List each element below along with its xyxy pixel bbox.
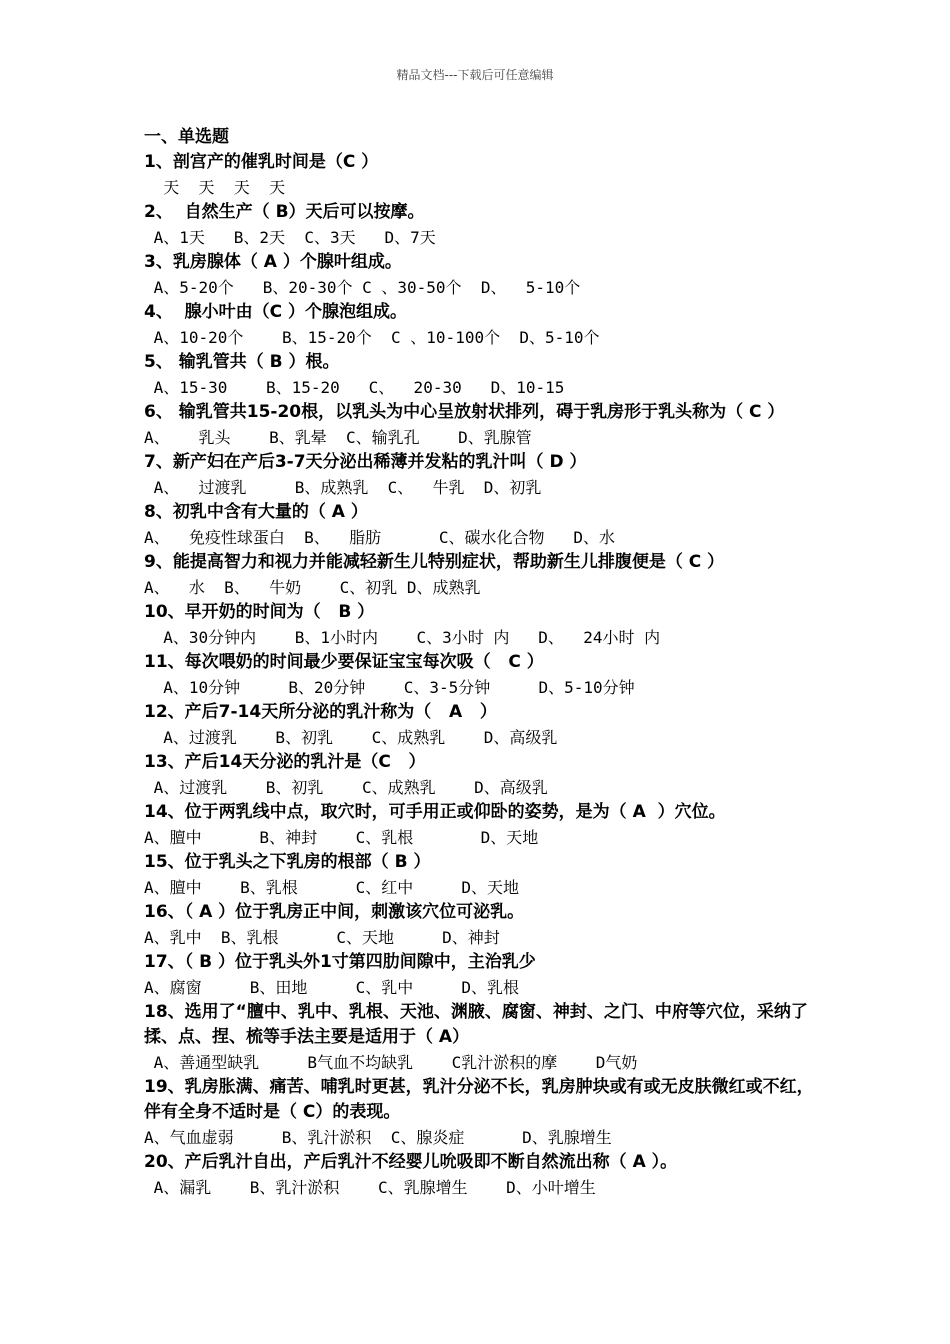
question-options: A、 乳头 B、乳晕 C、输乳孔 D、乳腺管 xyxy=(144,428,532,447)
question-options: A、腐窗 B、田地 C、乳中 D、乳根 xyxy=(144,978,520,997)
question-options: A、1天 B、2天 C、3天 D、7天 xyxy=(144,228,436,247)
question-text: 7、新产妇在产后3-7天分泌出稀薄并发粘的乳汁叫（ D ） xyxy=(144,452,587,472)
question-text: 1、剖宫产的催乳时间是（C ） xyxy=(144,152,379,172)
question-options: 天 天 天 天 xyxy=(144,178,286,197)
question-options: A、过渡乳 B、初乳 C、成熟乳 D、高级乳 xyxy=(144,778,548,797)
question-text: 12、产后7-14天所分泌的乳汁称为（ A ） xyxy=(144,702,497,722)
section-title: 一、单选题 xyxy=(144,127,229,147)
question-text: 18、选用了“膻中、乳中、乳根、天池、渊腋、腐窗、神封、之门、中府等穴位，采纳了揉、点、捏、梳等手法主要是适用于（ A） xyxy=(144,1002,808,1047)
question-text: 5、 输乳管共（ B ）根。 xyxy=(144,352,340,372)
question-11 xyxy=(144,650,824,700)
question-3 xyxy=(144,250,824,300)
question-8 xyxy=(144,500,824,550)
question-text: 3、乳房腺体（ A ）个腺叶组成。 xyxy=(144,252,402,272)
question-options: A、膻中 B、神封 C、乳根 D、天地 xyxy=(144,828,539,847)
question-text: 17、（ B ）位于乳头外1寸第四肋间隙中，主治乳少 xyxy=(144,952,536,972)
question-text: 16、（ A ）位于乳房正中间，刺激该穴位可泌乳。 xyxy=(144,902,525,922)
question-list xyxy=(144,125,824,1200)
question-options: A、30分钟内 B、1小时内 C、3小时 内 D、 24小时 内 xyxy=(144,628,661,647)
question-options: A、10分钟 B、20分钟 C、3-5分钟 D、5-10分钟 xyxy=(144,678,635,697)
question-6 xyxy=(144,400,824,450)
question-7 xyxy=(144,450,824,500)
question-options: A、 过渡乳 B、成熟乳 C、 牛乳 D、初乳 xyxy=(144,478,542,497)
page-header: 精品文档---下载后可任意编辑 xyxy=(396,68,554,82)
question-18 xyxy=(144,1000,824,1075)
question-options: A、10-20个 B、15-20个 C 、10-100个 D、5-10个 xyxy=(144,328,600,347)
question-options: A、膻中 B、乳根 C、红中 D、天地 xyxy=(144,878,520,897)
question-text: 4、 腺小叶由（C ）个腺泡组成。 xyxy=(144,302,408,322)
question-text: 8、初乳中含有大量的（ A ） xyxy=(144,502,368,522)
question-options: A、 水 B、 牛奶 C、初乳 D、成熟乳 xyxy=(144,578,481,597)
question-text: 2、 自然生产（ B）天后可以按摩。 xyxy=(144,202,425,222)
question-options: A、过渡乳 B、初乳 C、成熟乳 D、高级乳 xyxy=(144,728,558,747)
question-15 xyxy=(144,850,824,900)
question-options: A、 免疫性球蛋白 B、 脂肪 C、碳水化合物 D、水 xyxy=(144,528,616,547)
question-text: 11、每次喂奶的时间最少要保证宝宝每次吸（ C ） xyxy=(144,652,544,672)
question-text: 13、产后14天分泌的乳汁是（C ） xyxy=(144,752,426,772)
question-options: A、15-30 B、15-20 C、 20-30 D、10-15 xyxy=(144,378,565,397)
question-text: 9、能提高智力和视力并能减轻新生儿特别症状，帮助新生儿排腹便是（ C ） xyxy=(144,552,725,572)
question-text: 14、位于两乳线中点，取穴时，可手用正或仰卧的姿势，是为（ A ）穴位。 xyxy=(144,802,726,822)
question-text: 6、 输乳管共15-20根，以乳头为中心呈放射状排列，碍于乳房形于乳头称为（ C ） xyxy=(144,402,785,422)
question-text: 20、产后乳汁自出，产后乳汁不经婴儿吮吸即不断自然流出称（ A ）。 xyxy=(144,1152,678,1172)
question-options: A、5-20个 B、20-30个 C 、30-50个 D、 5-10个 xyxy=(144,278,581,297)
question-12 xyxy=(144,700,824,750)
question-19 xyxy=(144,1075,824,1150)
question-options: A、乳中 B、乳根 C、天地 D、神封 xyxy=(144,928,500,947)
question-16 xyxy=(144,900,824,950)
question-10 xyxy=(144,600,824,650)
question-options: A、漏乳 B、乳汁淤积 C、乳腺增生 D、小叶增生 xyxy=(144,1178,596,1197)
question-2 xyxy=(144,200,824,250)
question-text: 19、乳房胀满、痛苦、哺乳时更甚，乳汁分泌不长，乳房肿块或有或无皮肤微红或不红，伴有全身不适时是（ C）的表现。 xyxy=(144,1077,814,1122)
question-13 xyxy=(144,750,824,800)
question-20 xyxy=(144,1150,824,1200)
question-17 xyxy=(144,950,824,1000)
question-1 xyxy=(144,150,824,200)
question-5 xyxy=(144,350,824,400)
question-options: A、气血虚弱 B、乳汁淤积 C、腺炎症 D、乳腺增生 xyxy=(144,1128,612,1147)
question-4 xyxy=(144,300,824,350)
question-text: 15、位于乳头之下乳房的根部（ B ） xyxy=(144,852,431,872)
question-options: A、善通型缺乳 B气血不均缺乳 C乳汁淤积的摩 D气奶 xyxy=(144,1053,638,1072)
question-text: 10、早开奶的时间为（ B ） xyxy=(144,602,375,622)
question-14 xyxy=(144,800,824,850)
question-9 xyxy=(144,550,824,600)
